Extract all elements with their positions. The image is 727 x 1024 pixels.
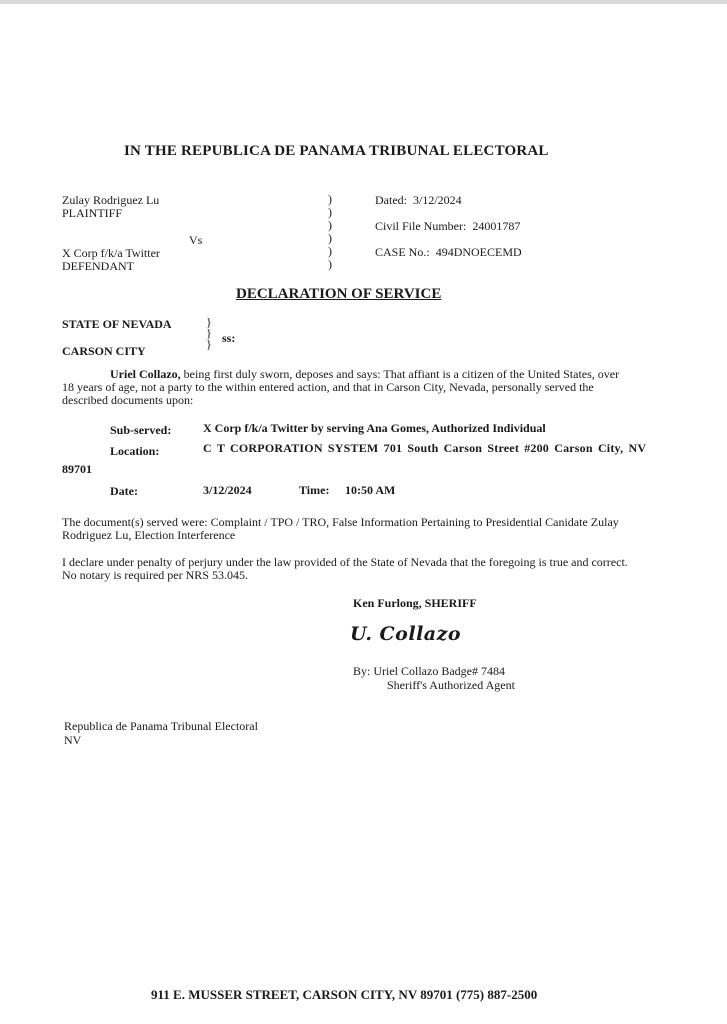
documents-served: The document(s) served were: Complaint / TPO / TRO, False Information Pertaining to Presidential Canidate Zulay Rodriguez Lu, Election Interference xyxy=(62,515,619,542)
caption-paren: ) xyxy=(328,192,332,206)
plaintiff-label: PLAINTIFF xyxy=(62,206,123,220)
civil-file-label: Civil File Number: xyxy=(375,219,467,233)
civil-file-value: 24001787 xyxy=(472,219,521,233)
caption-paren: ) xyxy=(328,257,332,271)
time-value: 10:50 AM xyxy=(345,483,396,497)
venue-city: CARSON CITY xyxy=(62,344,146,358)
caption-paren: ) xyxy=(328,231,332,245)
defendant-name: X Corp f/k/a Twitter xyxy=(62,246,160,260)
court-title: IN THE REPUBLICA DE PANAMA TRIBUNAL ELECTORAL xyxy=(124,143,549,159)
caption-paren: ) xyxy=(328,205,332,219)
location-label: Location: xyxy=(110,444,160,458)
footer-address: 911 E. MUSSER STREET, CARSON CITY, NV 89701 (775) 887-2500 xyxy=(151,987,538,1002)
agent-title: Sheriff's Authorized Agent xyxy=(387,678,515,692)
sheriff-name: Ken Furlong, SHERIFF xyxy=(353,596,477,610)
agent-by-line: By: Uriel Collazo Badge# 7484 xyxy=(353,664,505,678)
caption-paren: ) xyxy=(328,218,332,232)
date-value: 3/12/2024 xyxy=(203,483,252,497)
address-line-2: NV xyxy=(64,733,82,747)
dated-row xyxy=(375,193,462,208)
venue-brace: } xyxy=(206,337,212,351)
plaintiff-name: Zulay Rodriguez Lu xyxy=(62,193,160,207)
handwritten-signature: U. Collazo xyxy=(350,623,462,645)
case-number-value: 494DNOECEMD xyxy=(435,245,522,259)
dated-value: 3/12/2024 xyxy=(413,193,462,207)
case-number-label: CASE No.: xyxy=(375,245,430,259)
versus-label: Vs xyxy=(189,233,203,247)
caption-paren: ) xyxy=(328,244,332,258)
time-label: Time: xyxy=(299,483,330,497)
top-edge-bar xyxy=(0,0,727,4)
affidavit-body: being first duly sworn, deposes and says: That affiant is a citizen of the United States, over 18 years of age, not a party to the within entered action, and that in Carson City, Nevada, personally served the described documents upon: xyxy=(62,367,620,407)
dated-label: Dated: xyxy=(375,193,407,207)
defendant-label: DEFENDANT xyxy=(62,259,134,273)
venue-ss: ss: xyxy=(222,331,236,345)
civil-file-row xyxy=(375,219,520,234)
date-label: Date: xyxy=(110,484,138,498)
case-number-row xyxy=(375,245,522,260)
subserved-label: Sub-served: xyxy=(110,423,172,437)
venue-brace: } xyxy=(206,315,212,329)
venue-state: STATE OF NEVADA xyxy=(62,317,172,331)
venue-brace: } xyxy=(206,326,212,340)
affiant-name: Uriel Collazo, xyxy=(110,367,181,381)
location-zip: 89701 xyxy=(62,462,92,476)
perjury-statement: I declare under penalty of perjury under the law provided of the State of Nevada that the foregoing is true and correct. No notary is required per NRS 53.045. xyxy=(62,555,628,582)
location-value: C T CORPORATION SYSTEM 701 South Carson Street #200 Carson City, NV xyxy=(203,441,647,455)
subserved-value: X Corp f/k/a Twitter by serving Ana Gomes, Authorized Individual xyxy=(203,421,546,435)
declaration-heading: DECLARATION OF SERVICE xyxy=(236,286,442,302)
address-line-1: Republica de Panama Tribunal Electoral xyxy=(64,719,258,733)
affidavit-paragraph xyxy=(62,368,632,407)
